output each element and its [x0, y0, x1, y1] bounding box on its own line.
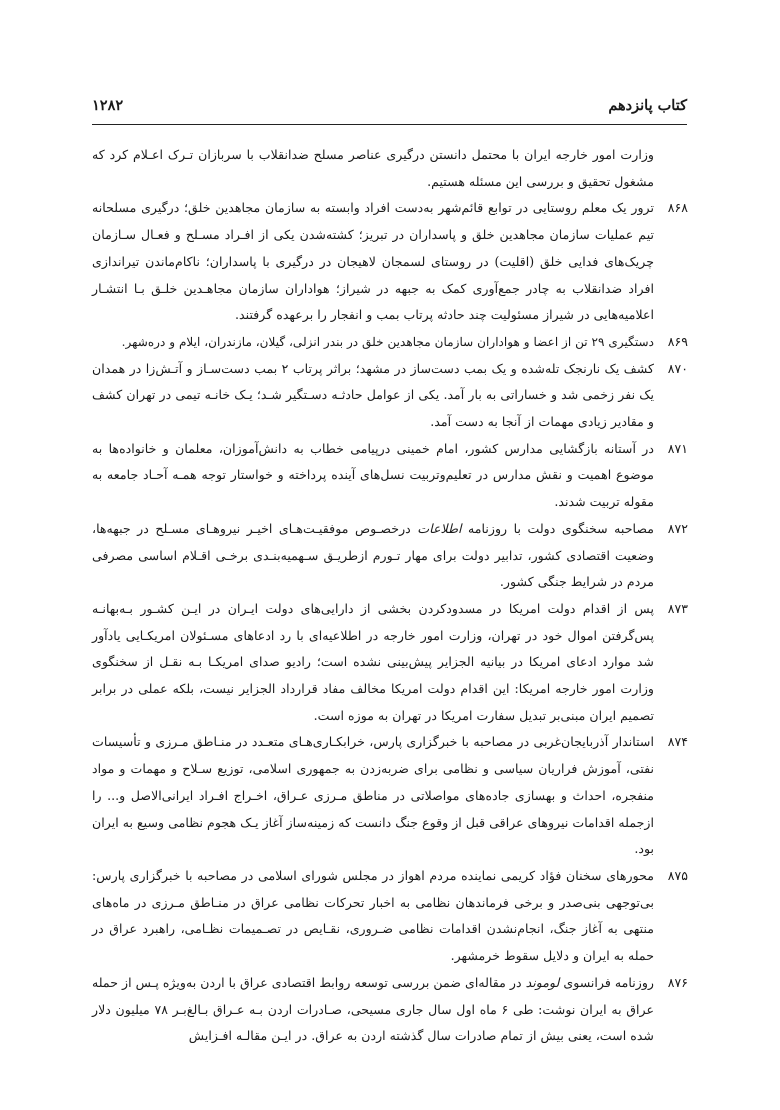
- chronology-entry: [92, 329, 688, 356]
- chronology-entry: [92, 596, 688, 730]
- page-header: [92, 92, 687, 114]
- entry-text: ترور یک معلم روستایی در توابع قائم‌شهر به‌دست افراد وابسته به سازمان مجاهدین خلق؛ درگیری مسلحانه تیم عملیات سازمان مجاهدین خلق و پاسداران در تبریز؛ کشته‌شدن یکی از افـراد مسـلح و فعـال سـازمان چریک‌های فدایی خلق (اقلیت) در روستای لسمجان لاهیجان در درگیری با پاسداران؛ ناکام‌ماندن تیراندازی افراد ضدانقلاب به چادر جمع‌آوری کمک به جبهه در شیراز؛ هواداران سازمان مجاهـدین خلـق بـا انتشـار اعلامیه‌هایی در شیراز مسئولیت چند حادثه پرتاب بمب و انفجار را برعهده گرفتند.: [92, 200, 654, 323]
- entry-number: ۸۷۳: [667, 600, 688, 616]
- entry-text-part: در مقاله‌ای ضمن بررسی توسعه روابط اقتصادی عراق با اردن به‌ویژه پـس از حمله عراق به ایران نوشت: طی ۶ ماه اول سال جاری مسیحی، صـادرات اردن بـه عـراق بـالغ‌بـر ۷۸ میلیون دلار شده است، یعنی بیش از تمام صادرات سال گذشته اردن به عراق. در ایـن مقالـه افـزایش: [92, 974, 654, 1044]
- entry-number: ۸۶۸: [667, 200, 688, 216]
- chronology-entry: [92, 729, 688, 863]
- header-rule: [92, 124, 687, 125]
- page-number: ۱۲۸۲: [92, 97, 124, 114]
- entry-text: وزارت امور خارجه ایران با محتمل دانستن درگیری عناصر مسلح ضدانقلاب با سربازان تـرک اعـلام کرد که مشغول تحقیق و بررسی این مسئله هستیم.: [92, 147, 654, 189]
- entry-number: ۸۷۵: [667, 867, 688, 883]
- book-title: کتاب پانزدهم: [608, 97, 687, 114]
- entry-text-part: مصاحبه سخنگوی دولت با روزنامه: [461, 520, 654, 536]
- entry-text: استاندار آذربایجان‌غربی در مصاحبه با خبرگزاری پارس، خرابکـاری‌هـای متعـدد در منـاطق مـرزی و تأسیسات نفتی، آموزش فراریان سیاسی و نظامی برای ضربه‌زدن به جمهوری اسلامی، توزیع سـلاح و مهمات و مواد منفجره، احداث و بهسازی جاده‌های مواصلاتی در مناطق مـرزی عـراق، اخـراج افـراد ایرانی‌الاصل و... را ازجمله اقدامات نیروهای عراقی قبل از وقوع جنگ دانست که زمینه‌ساز آغاز یـک هجوم نظامی وسیع به ایران بود.: [92, 734, 654, 857]
- entry-number: ۸۶۹: [667, 333, 688, 349]
- chronology-entry: [92, 516, 688, 596]
- newspaper-name: لوموند: [525, 974, 560, 990]
- entry-text-part: روزنامه فرانسوی: [559, 974, 654, 990]
- entry-number: ۸۷۴: [667, 734, 688, 750]
- entry-text-part: درخصـوص موفقیـت‌هـای اخیـر نیروهـای مسـلح در جبهه‌ها، وضعیت اقتصادی کشور، تدابیر دولت برای مهار تـورم ازطریـق سـهمیه‌بنـدی برخـی اقـلام اساسی مصرفی مردم در شرایط جنگی کشور.: [92, 520, 654, 590]
- entry-text: در آستانه بازگشایی مدارس کشور، امام خمینی درپیامی خطاب به دانش‌آموزان، معلمان و خانواده‌ها به موضوع اهمیت و نقش مدارس در تعلیم‌وتربیت نسل‌های آینده پرداخته و خواستار توجه همـه آحـاد جامعه به مقوله تربیت شدند.: [92, 440, 654, 510]
- chronology-list: [92, 142, 688, 1050]
- chronology-entry: [92, 436, 688, 516]
- chronology-entry: [92, 195, 688, 329]
- entry-number: ۸۷۶: [667, 974, 688, 990]
- entry-text: [92, 516, 654, 596]
- entry-text: کشف یک نارنجک تله‌شده و یک بمب دست‌ساز در مشهد؛ براثر پرتاب ۲ بمب دست‌سـاز و آتـش‌زا در همدان یک نفر زخمی شد و خساراتی به بار آمد. یکی از عوامل حادثـه دسـتگیر شـد؛ یـک خانـه تیمی در تهران کشف و مقادیر زیادی مهمات از آنجا به دست آمد.: [92, 360, 654, 430]
- entry-text: دستگیری ۲۹ تن از اعضا و هواداران سازمان مجاهدین خلق در بندر انزلی، گیلان، مازندران، ایلام و درەشهر.: [121, 334, 654, 349]
- entry-text: [92, 970, 654, 1050]
- chronology-entry: [92, 970, 688, 1050]
- entry-number: ۸۷۰: [667, 360, 688, 376]
- newspaper-name: اطلاعات: [417, 520, 462, 536]
- entry-number: ۸۷۲: [667, 520, 688, 536]
- entry-text: پس از اقدام دولت امریکا در مسدودکردن بخشی از دارایی‌های دولت ایـران در ایـن کشـور بـه‌بهانـه پس‌گرفتن اموال خود در تهران، وزارت امور خارجه در اطلاعیه‌ای با رد ادعاهای مسـئولان امریکـایی یادآور شد موارد ادعای امریکا در بیانیه الجزایر پیش‌بینی نشده است؛ رادیو صدای امریکـا بـه نقـل از سخنگوی وزارت امور خارجه امریکا: این اقدام دولت امریکا مخالف مفاد قرارداد الجزایر نیست، بلکه عملی در برابر تصمیم ایران مبنی‌بر تبدیل سفارت امریکا در تهران به موزه است.: [92, 600, 654, 723]
- chronology-entry: [92, 863, 688, 970]
- chronology-entry: [92, 356, 688, 436]
- entry-text: محورهای سخنان فؤاد کریمی نماینده مردم اهواز در مجلس شورای اسلامی در مصاحبه با خبرگزاری پارس: بی‌توجهی بنی‌صدر و برخی فرماندهان نظامی به اخبار تحرکات نظامی عراق در منـاطق مـرزی در ماه‌های منتهی به آغاز جنگ، انجام‌نشدن اقدامات نظامی ضـروری، نقـایص در تصـمیمات نظـامی، راهبرد عراق در حمله به ایران و دلایل سقوط خرمشهر.: [92, 867, 654, 964]
- entry-number: ۸۷۱: [667, 440, 688, 456]
- chronology-entry: [92, 142, 688, 195]
